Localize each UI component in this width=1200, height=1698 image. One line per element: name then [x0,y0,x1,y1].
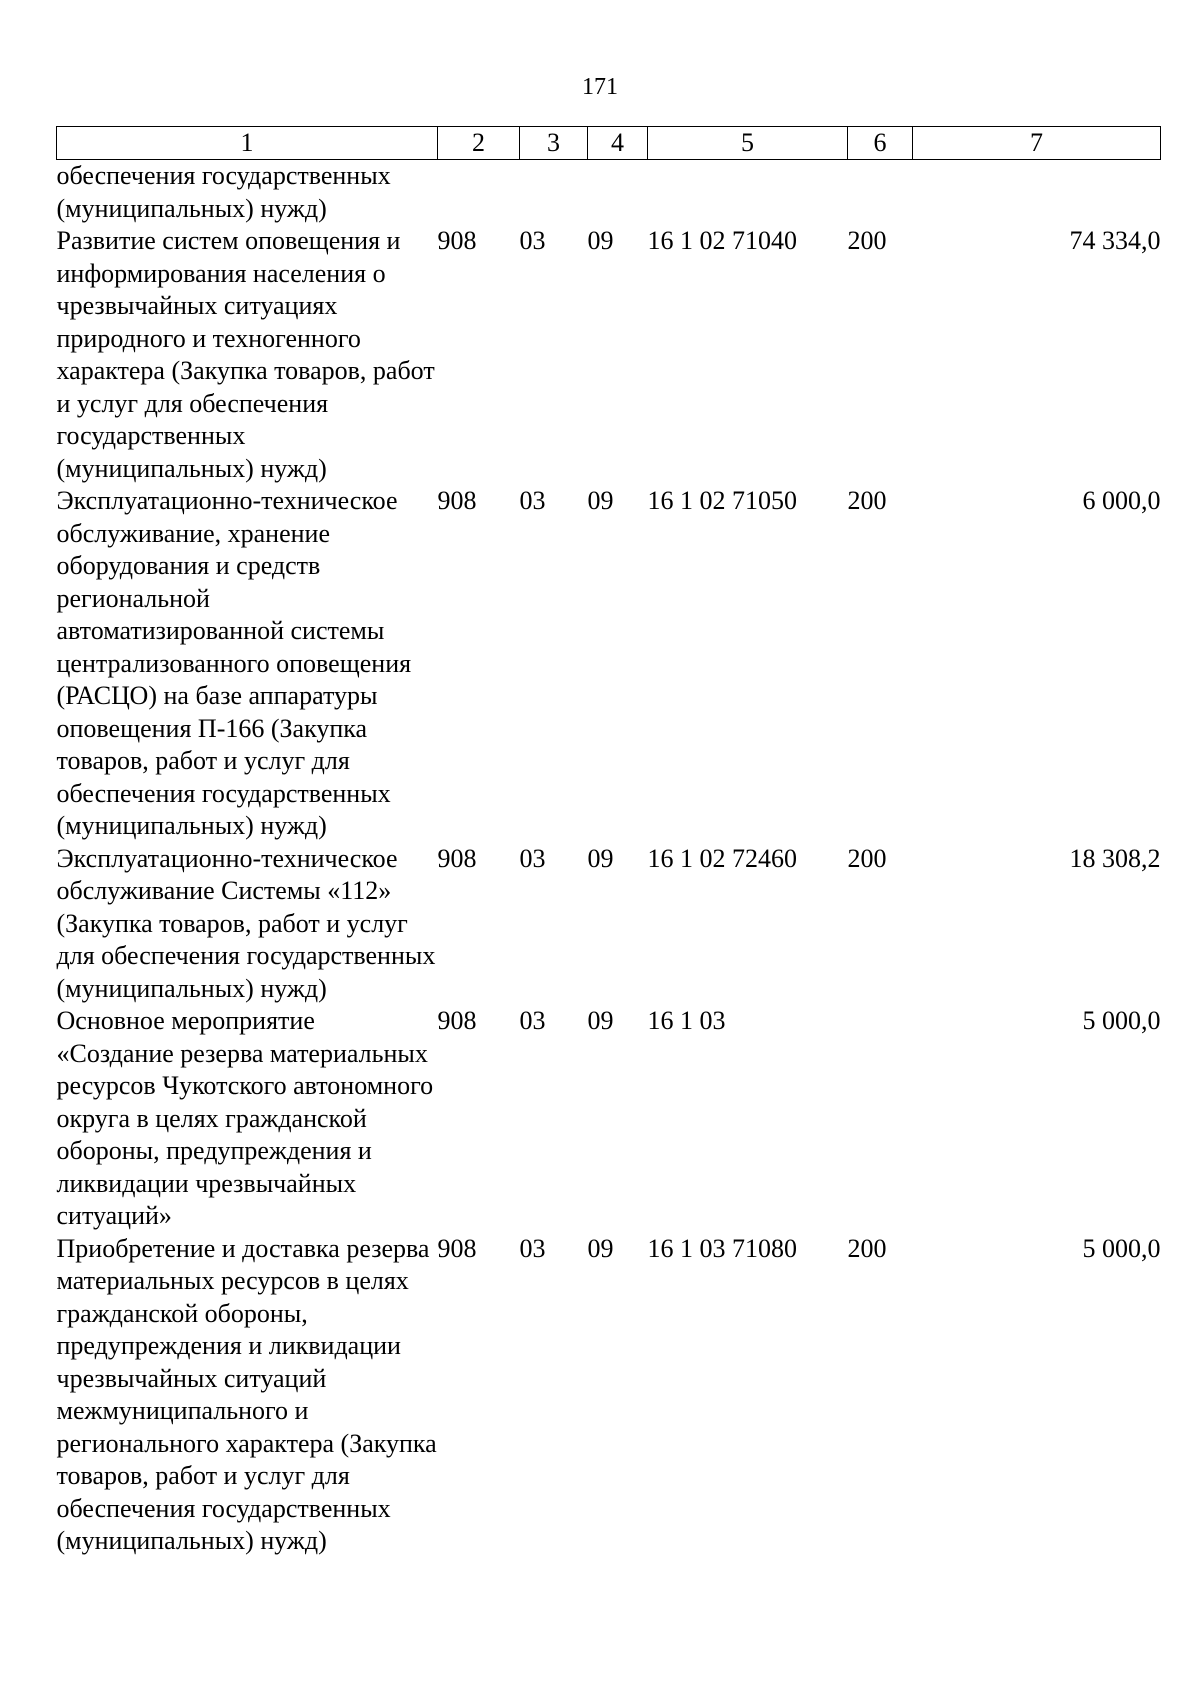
table-row [57,1233,1161,1558]
column-header: 1 [57,127,438,160]
expense-type-code: 200 [847,843,887,873]
expense-type-code: 200 [847,1233,887,1263]
subsection-code: 09 [587,226,614,255]
column-header: 5 [648,127,848,160]
target-article-code: 16 1 02 71040 [647,226,797,255]
table-row [57,225,1161,485]
admin-code: 908 [437,1006,477,1035]
column-header: 4 [588,127,648,160]
expense-type-code [848,1005,913,1233]
item-name: Эксплуатационно-техническое обслуживание, хранение оборудования и средств региональной автоматизированной системы централизованного оповещения (РАСЦО) на базе аппаратуры оповещения П-166 (Закупка товаров, работ и услуг для обеспечения государственных (муниципальных) нужд) [56,486,412,840]
column-header: 7 [913,127,1161,160]
expense-type-code: 200 [847,226,887,255]
table-row [57,485,1161,843]
page-number: 171 [582,74,618,100]
target-article-code [648,160,848,226]
subsection-code: 09 [587,1233,614,1263]
target-article-code: 16 1 02 72460 [647,843,797,873]
section-code: 03 [519,1006,546,1035]
column-header: 2 [438,127,520,160]
amount: 74 334,0 [1069,226,1161,255]
target-article-code: 16 1 02 71050 [647,486,797,515]
budget-table [56,126,1161,1558]
item-name: Основное мероприятие «Создание резерва материальных ресурсов Чукотского автономного округа в целях гражданской обороны, предупреждения и ликвидации чрезвычайных ситуаций» [56,1006,434,1230]
column-header: 3 [520,127,588,160]
target-article-code: 16 1 03 [647,1006,726,1035]
admin-code: 908 [437,486,477,515]
column-header: 6 [848,127,913,160]
amount: 18 308,2 [1069,843,1161,873]
section-code: 03 [519,1233,546,1263]
section-code: 03 [519,226,546,255]
subsection-code: 09 [587,1006,614,1035]
section-code: 03 [519,843,546,873]
admin-code: 908 [437,226,477,255]
amount: 5 000,0 [1082,1006,1161,1035]
table-row [57,843,1161,1006]
item-name: Развитие систем оповещения и информирования населения о чрезвычайных ситуациях природного и техногенного характера (Закупка товаров, работ и услуг для обеспечения государственных (муниципальных) нужд) [56,226,435,483]
admin-code: 908 [437,1233,477,1263]
subsection-code [588,160,648,226]
expense-type-code [848,160,913,226]
amount: 6 000,0 [1082,486,1161,515]
item-name: Приобретение и доставка резерва материальных ресурсов в целях гражданской обороны, предупреждения и ликвидации чрезвычайных ситуаций межмуниципального и регионального характера (Закупка товаров, работ и услуг для обеспечения государственных (муниципальных) нужд) [56,1233,437,1555]
admin-code: 908 [437,843,477,873]
expense-type-code: 200 [847,486,887,515]
target-article-code: 16 1 03 71080 [647,1233,797,1263]
amount [913,160,1161,226]
table-row [57,160,1161,226]
section-code: 03 [519,486,546,515]
section-code [520,160,588,226]
item-name: обеспечения государственных (муниципальных) нужд) [56,161,391,223]
subsection-code: 09 [587,843,614,873]
item-name: Эксплуатационно-техническое обслуживание Системы «112» (Закупка товаров, работ и услуг для обеспечения государственных (муниципальных) нужд) [56,843,436,1003]
amount: 5 000,0 [1082,1233,1161,1263]
admin-code [438,160,520,226]
table-row [57,1005,1161,1233]
table-header-row [57,127,1161,160]
subsection-code: 09 [587,486,614,515]
